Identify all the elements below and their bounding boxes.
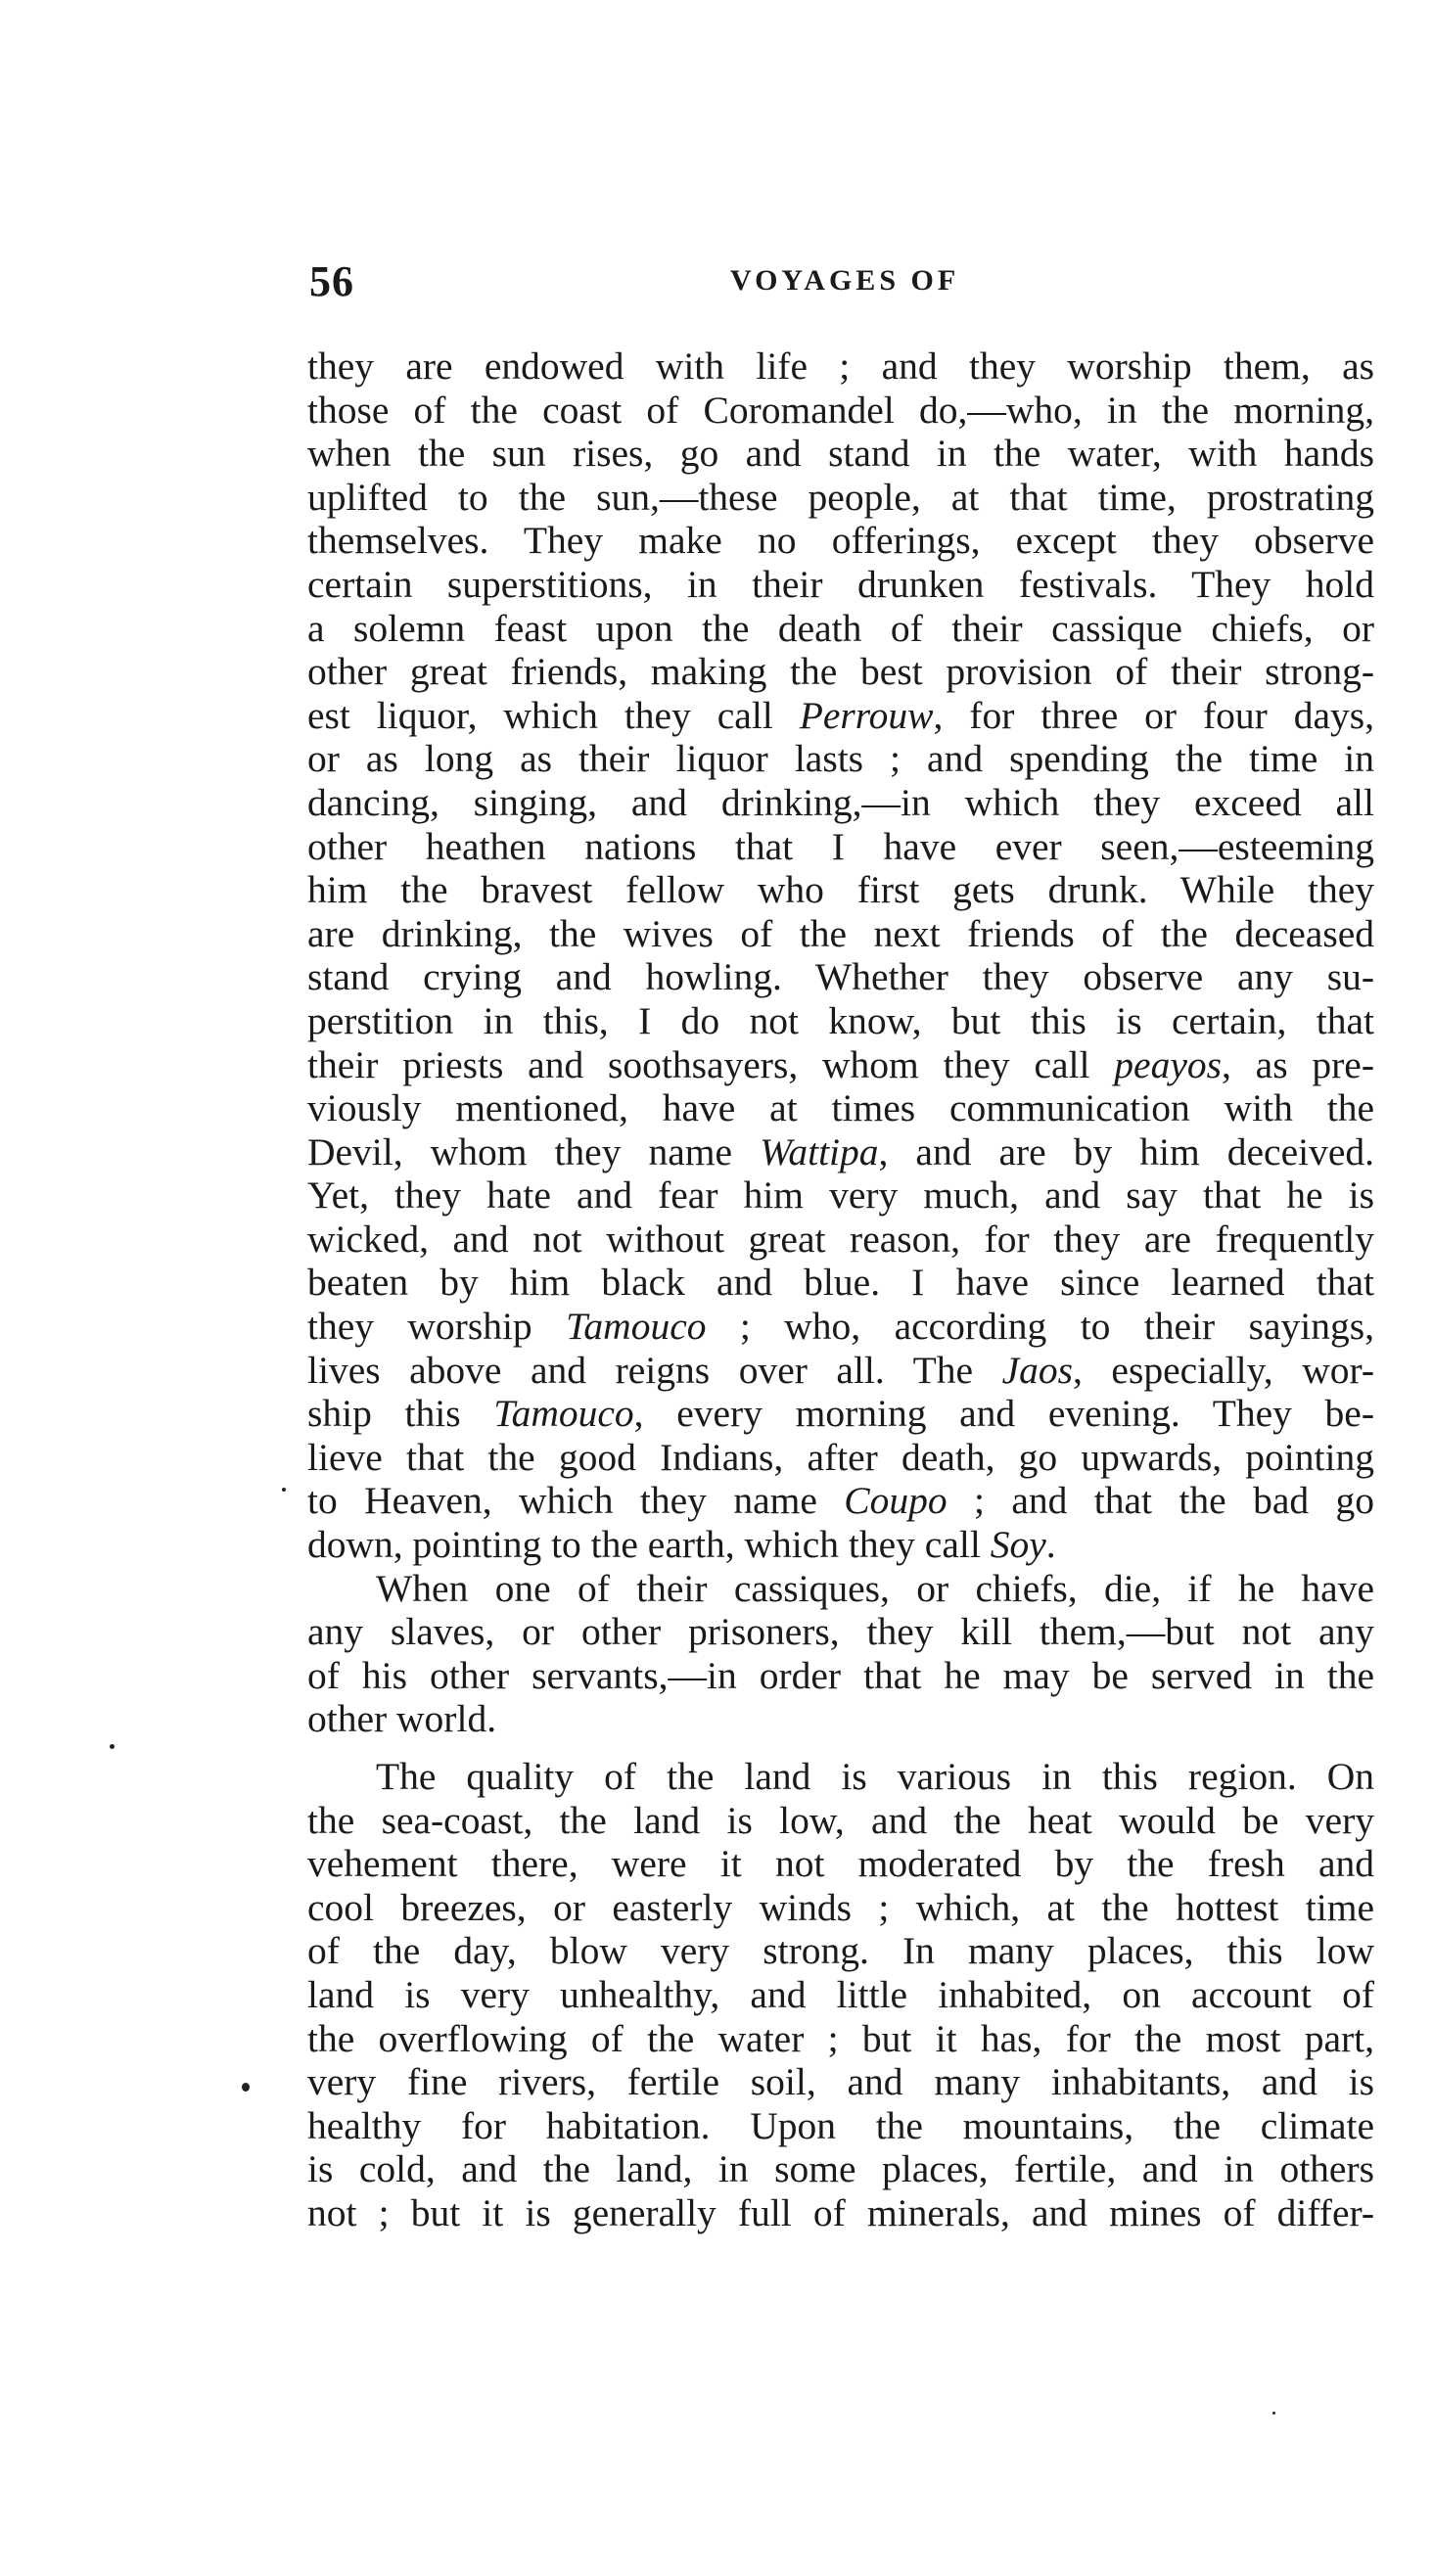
text-line: certain superstitions, in their drunken festivals. They hold [307, 562, 1374, 606]
text-line: to Heaven, which they name Coupo ; and that the bad go [307, 1479, 1374, 1523]
text-line: themselves. They make no offerings, except they observe [307, 519, 1374, 563]
text-line: other world. [307, 1697, 497, 1741]
text-line: they are endowed with life ; and they worship them, as [307, 345, 1374, 388]
text-line: very fine rivers, fertile soil, and many inhabitants, and is [307, 2060, 1374, 2104]
running-title: VOYAGES OF [730, 264, 960, 297]
text-line: when the sun rises, go and stand in the water, with hands [307, 432, 1374, 476]
text-line: the overflowing of the water ; but it has, for the most part, [307, 2016, 1374, 2060]
text-line: other heathen nations that I have ever seen,—esteeming [307, 824, 1374, 868]
text-line: other great friends, making the best provision of their strong- [307, 650, 1374, 694]
text-line: Yet, they hate and fear him very much, and say that he is [307, 1173, 1374, 1218]
text-line: ship this Tamouco, every morning and evening. They be- [307, 1392, 1374, 1436]
print-speck [110, 1744, 115, 1749]
text-line: any slaves, or other prisoners, they kill them,—but not any [307, 1610, 1374, 1654]
text-line: lives above and reigns over all. The Jaos, especially, wor- [307, 1348, 1375, 1392]
text-line: they worship Tamouco ; who, according to their sayings, [307, 1305, 1374, 1349]
text-line: is cold, and the land, in some places, fertile, and in others [307, 2147, 1374, 2191]
text-line: a solemn feast upon the death of their cassique chiefs, or [307, 606, 1374, 650]
text-line: stand crying and howling. Whether they observe any su- [307, 955, 1374, 999]
print-speck [1272, 2412, 1275, 2415]
text-line: of his other servants,—in order that he may be served in the [307, 1653, 1374, 1697]
page-number: 56 [309, 257, 354, 305]
text-line: perstition in this, I do not know, but this is certain, that [307, 998, 1374, 1042]
text-line: healthy for habitation. Upon the mountains, the climate [307, 2103, 1374, 2147]
text-line: viously mentioned, have at times communication with the [307, 1086, 1374, 1130]
text-line: est liquor, which they call Perrouw, for three or four days, [307, 693, 1374, 737]
text-line: are drinking, the wives of the next friends of the deceased [307, 911, 1374, 955]
text-line: of the day, blow very strong. In many places, this low [307, 1929, 1374, 1973]
paragraph-gap [307, 1741, 1374, 1755]
print-speck [282, 1488, 286, 1492]
text-line: their priests and soothsayers, whom they call peayos, as pre- [307, 1042, 1374, 1086]
text-line: wicked, and not without great reason, for they are frequently [307, 1217, 1374, 1261]
text-line: him the bravest fellow who first gets drunk. While they [307, 868, 1374, 912]
print-speck [242, 2083, 250, 2092]
paragraph-3 [307, 1755, 1374, 2235]
paragraph-2 [307, 1567, 1374, 1741]
running-head [309, 256, 1366, 315]
text-line: those of the coast of Coromandel do,—who, in the morning, [307, 388, 1374, 432]
text-line: beaten by him black and blue. I have since learned that [307, 1261, 1374, 1305]
text-line: down, pointing to the earth, which they call Soy. [307, 1523, 1056, 1567]
text-line: The quality of the land is various in this region. On [376, 1755, 1374, 1798]
text-line: When one of their cassiques, or chiefs, die, if he have [376, 1566, 1374, 1610]
text-line: dancing, singing, and drinking,—in which they exceed all [307, 780, 1374, 824]
text-line: or as long as their liquor lasts ; and spending the time in [307, 737, 1374, 781]
paragraph-1 [307, 345, 1374, 1567]
text-line: land is very unhealthy, and little inhabited, on account of [307, 1972, 1374, 2016]
text-line: uplifted to the sun,—these people, at that time, prostrating [307, 475, 1374, 519]
body-text [307, 345, 1374, 2235]
text-line: lieve that the good Indians, after death, go upwards, pointing [307, 1435, 1374, 1479]
text-line: cool breezes, or easterly winds ; which, at the hottest time [307, 1885, 1374, 1929]
text-line: vehement there, were it not moderated by the fresh and [307, 1842, 1374, 1886]
text-line: the sea-coast, the land is low, and the heat would be very [307, 1798, 1374, 1842]
text-line: Devil, whom they name Wattipa, and are by him deceived. [307, 1129, 1374, 1173]
text-line: not ; but it is generally full of minerals, and mines of differ- [307, 2190, 1374, 2234]
